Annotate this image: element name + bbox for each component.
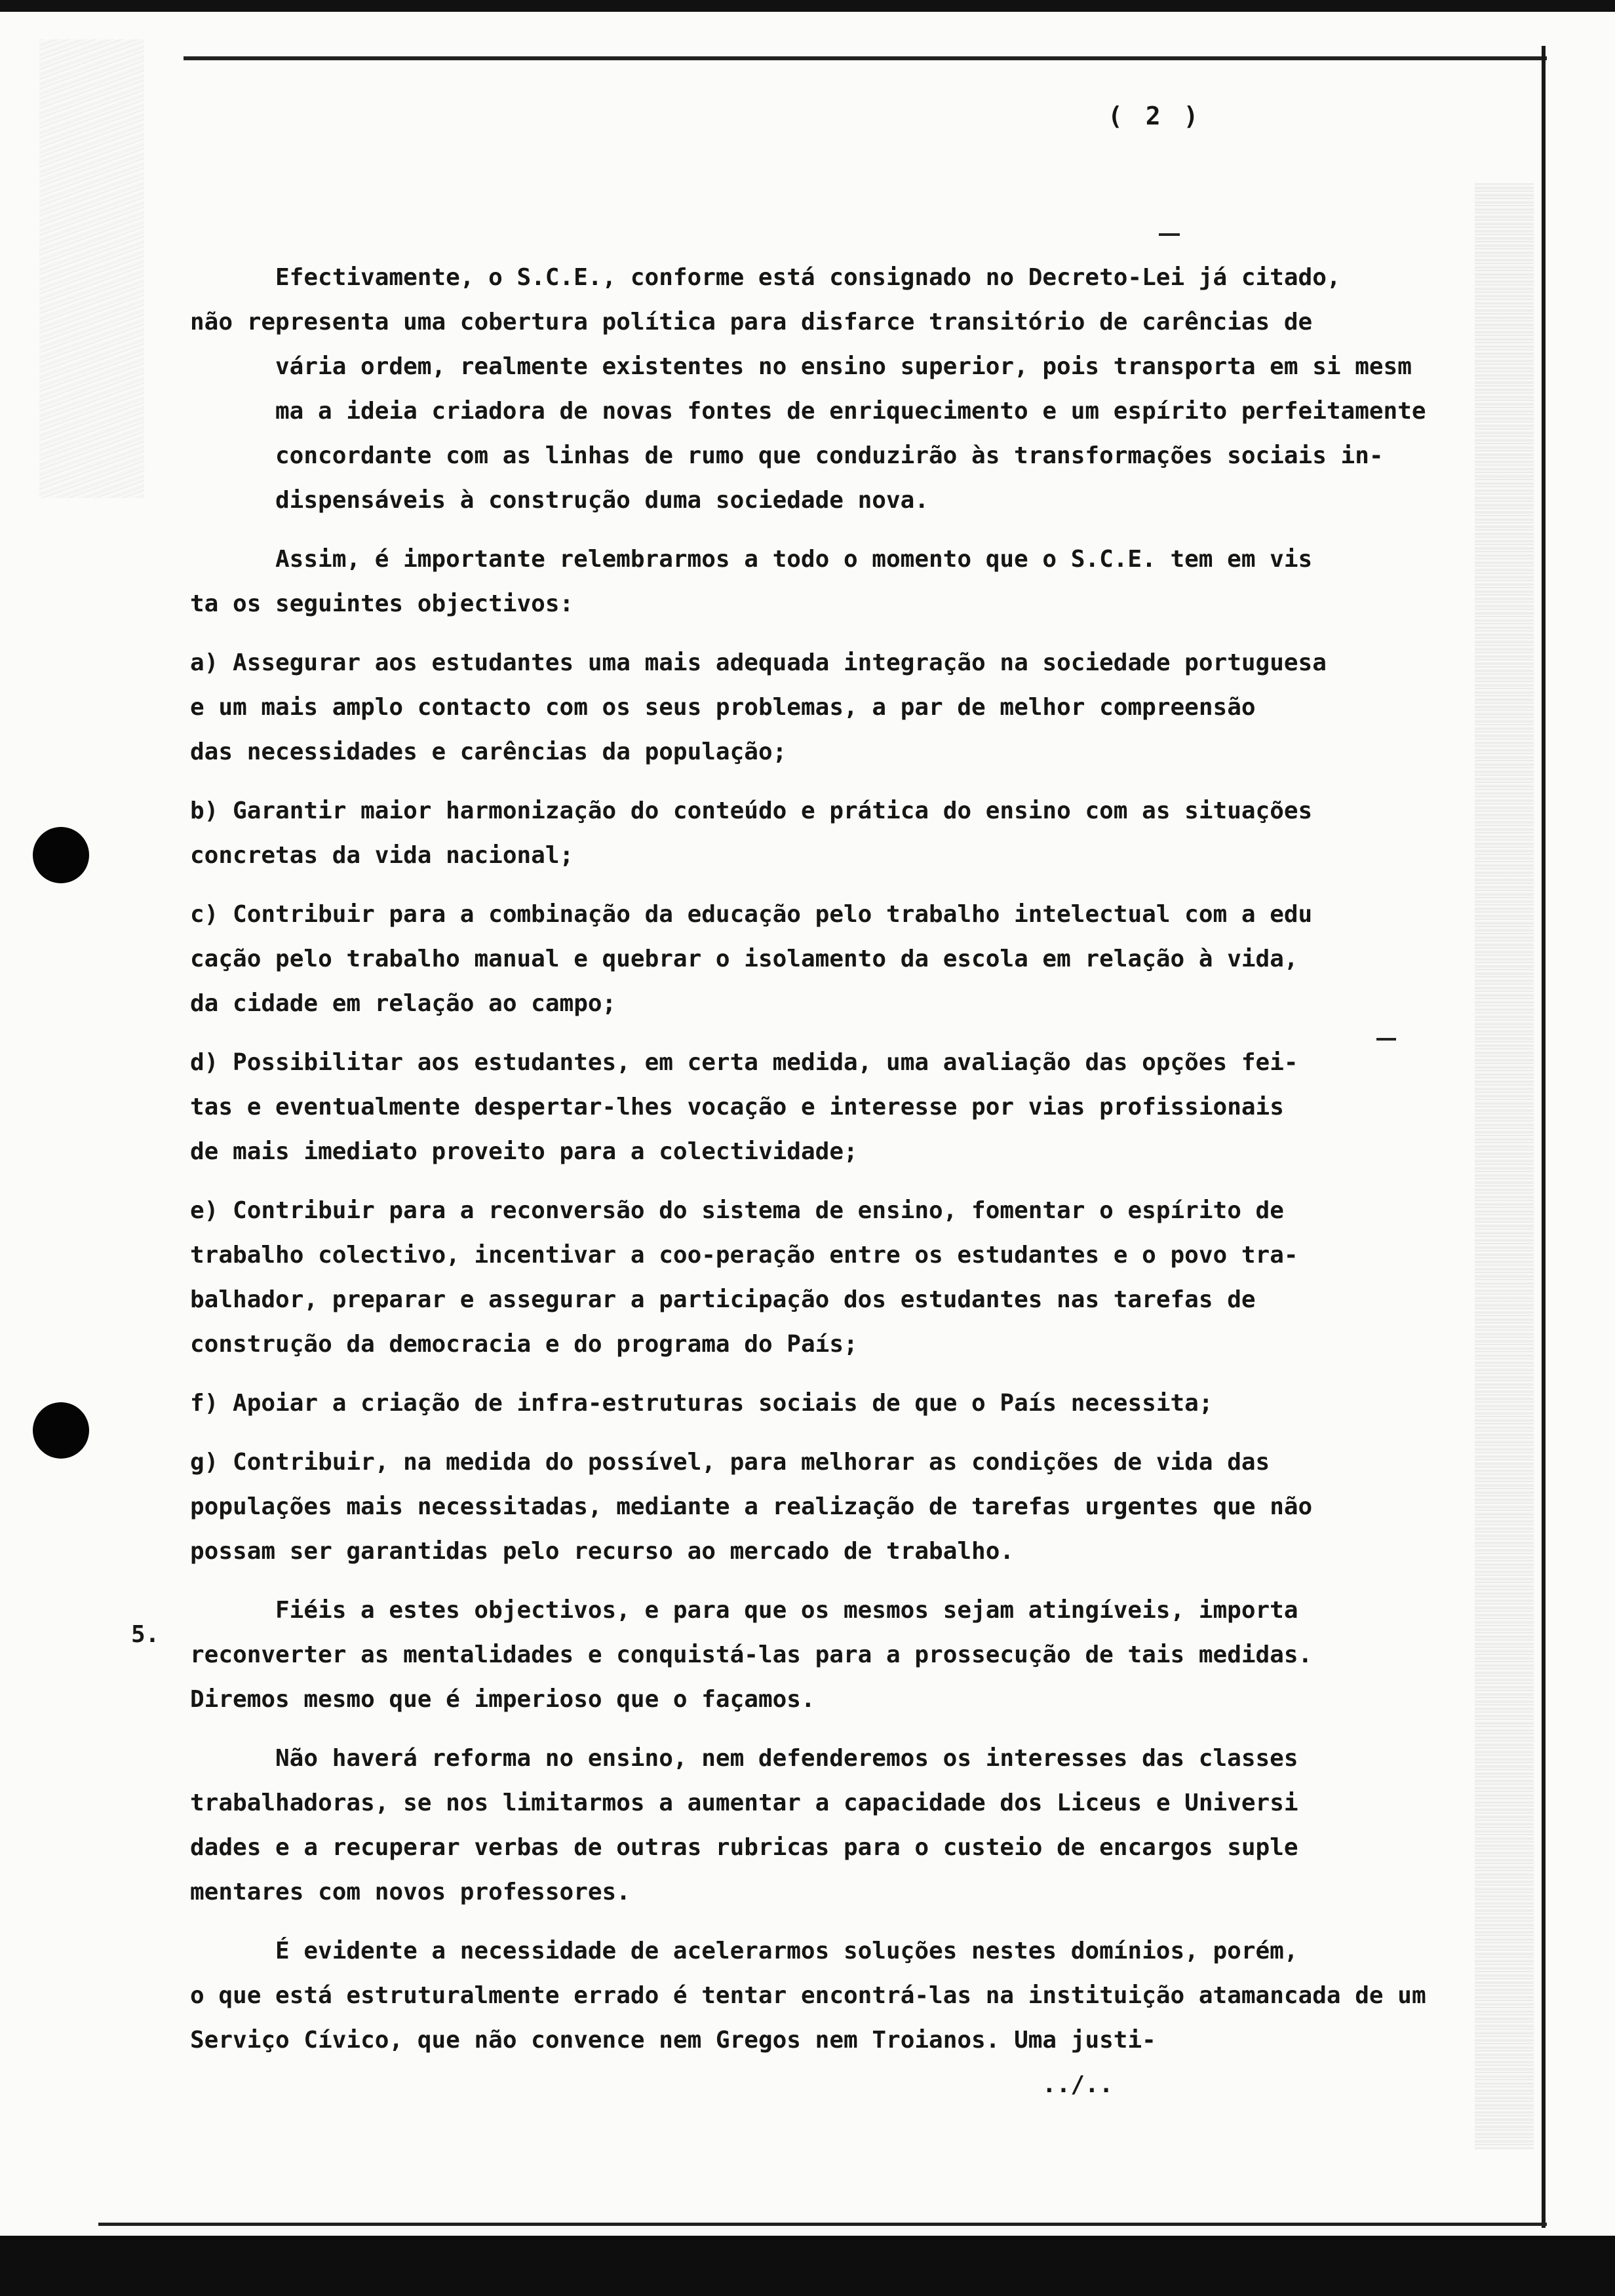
paragraph-intro — [190, 256, 1475, 523]
text-line: Assim, é importante relembrarmos a todo o momento que o S.C.E. tem em vis — [275, 546, 1313, 573]
frame-line-right — [1542, 46, 1546, 2228]
paragraph-reforma — [190, 1736, 1475, 1915]
text-line: g) Contribuir, na medida do possível, para melhorar as condições de vida das — [190, 1449, 1270, 1476]
objective-f — [190, 1381, 1475, 1426]
objective-g — [190, 1440, 1475, 1574]
objective-d — [190, 1041, 1475, 1174]
continuation-mark: ../.. — [1042, 2071, 1114, 2098]
text-line: dispensáveis à construção duma sociedade nova. — [275, 487, 929, 514]
paragraph-evidente — [190, 1929, 1475, 2107]
frame-line-top — [184, 56, 1547, 60]
text-line: d) Possibilitar aos estudantes, em certa medida, uma avaliação das opções fei- — [190, 1049, 1298, 1076]
text-line: concordante com as linhas de rumo que conduzirão às transformações sociais in- — [275, 442, 1384, 469]
text-line: e um mais amplo contacto com os seus problemas, a par de melhor compreensão — [190, 694, 1256, 721]
page-number: ( 2 ) — [1108, 102, 1203, 130]
section-number: 5. — [131, 1621, 160, 1648]
text-line: Efectivamente, o S.C.E., conforme está consignado no Decreto-Lei já citado, — [275, 264, 1341, 291]
text-line: não representa uma cobertura política para disfarce transitório de carências de — [190, 309, 1313, 335]
text-line: reconverter as mentalidades e conquistá-las para a prossecução de tais medidas. — [190, 1641, 1313, 1668]
text-line: Fiéis a estes objectivos, e para que os mesmos sejam atingíveis, importa — [275, 1597, 1298, 1624]
text-line: e) Contribuir para a reconversão do sistema de ensino, fomentar o espírito de — [190, 1197, 1284, 1224]
document-body — [190, 256, 1475, 2122]
paragraph-section-5 — [190, 1588, 1475, 1722]
margin-dash-top — [1159, 233, 1180, 236]
text-line: populações mais necessitadas, mediante a realização de tarefas urgentes que não — [190, 1493, 1313, 1520]
punch-hole-lower — [33, 1402, 89, 1459]
text-line: mentares com novos professores. — [190, 1879, 631, 1905]
objective-c — [190, 892, 1475, 1026]
text-line: possam ser garantidas pelo recurso ao mercado de trabalho. — [190, 1538, 1015, 1565]
text-line: Diremos mesmo que é imperioso que o façamos. — [190, 1686, 815, 1713]
text-line: balhador, preparar e assegurar a participação dos estudantes nas tarefas de — [190, 1286, 1256, 1313]
objective-e — [190, 1189, 1475, 1367]
scan-noise-right — [1475, 183, 1534, 2149]
text-line: dades e a recuperar verbas de outras rubricas para o custeio de encargos suple — [190, 1834, 1298, 1861]
text-line: ta os seguintes objectivos: — [190, 590, 574, 617]
text-line: a) Assegurar aos estudantes uma mais adequada integração na sociedade portuguesa — [190, 649, 1327, 676]
scan-noise-left — [39, 39, 144, 498]
text-line: b) Garantir maior harmonização do conteúdo e prática do ensino com as situações — [190, 797, 1313, 824]
text-line: trabalho colectivo, incentivar a coo-peração entre os estudantes e o povo tra- — [190, 1242, 1298, 1269]
text-line: de mais imediato proveito para a colectividade; — [190, 1138, 858, 1165]
text-line: c) Contribuir para a combinação da educação pelo trabalho intelectual com a edu — [190, 901, 1313, 928]
text-line: Não haverá reforma no ensino, nem defenderemos os interesses das classes — [275, 1745, 1298, 1772]
text-line: vária ordem, realmente existentes no ensino superior, pois transporta em si mesm — [275, 353, 1412, 380]
text-line: tas e eventualmente despertar-lhes vocação e interesse por vias profissionais — [190, 1094, 1284, 1120]
punch-hole-upper — [33, 827, 89, 883]
objective-b — [190, 789, 1475, 878]
text-line: trabalhadoras, se nos limitarmos a aumentar a capacidade dos Liceus e Universi — [190, 1789, 1298, 1816]
text-line: cação pelo trabalho manual e quebrar o isolamento da escola em relação à vida, — [190, 946, 1298, 972]
text-line: concretas da vida nacional; — [190, 842, 574, 869]
text-line: da cidade em relação ao campo; — [190, 990, 617, 1017]
text-line: É evidente a necessidade de acelerarmos soluções nestes domínios, porém, — [275, 1938, 1298, 1964]
scan-top-edge — [0, 0, 1615, 12]
frame-line-bottom — [98, 2223, 1547, 2226]
text-line: f) Apoiar a criação de infra-estruturas sociais de que o País necessita; — [190, 1390, 1213, 1417]
scan-bottom-edge — [0, 2236, 1615, 2296]
text-line: construção da democracia e do programa do País; — [190, 1331, 858, 1358]
text-line: das necessidades e carências da população; — [190, 738, 787, 765]
objective-a — [190, 641, 1475, 775]
text-line: o que está estruturalmente errado é tentar encontrá-las na instituição atamancada de um Serviço Cívico, que não convence nem Gregos nem Troianos. Uma justi- — [190, 1982, 1426, 2054]
paragraph-objectives-intro — [190, 537, 1475, 626]
text-line: ma a ideia criadora de novas fontes de enriquecimento e um espírito perfeitamente — [275, 398, 1426, 425]
